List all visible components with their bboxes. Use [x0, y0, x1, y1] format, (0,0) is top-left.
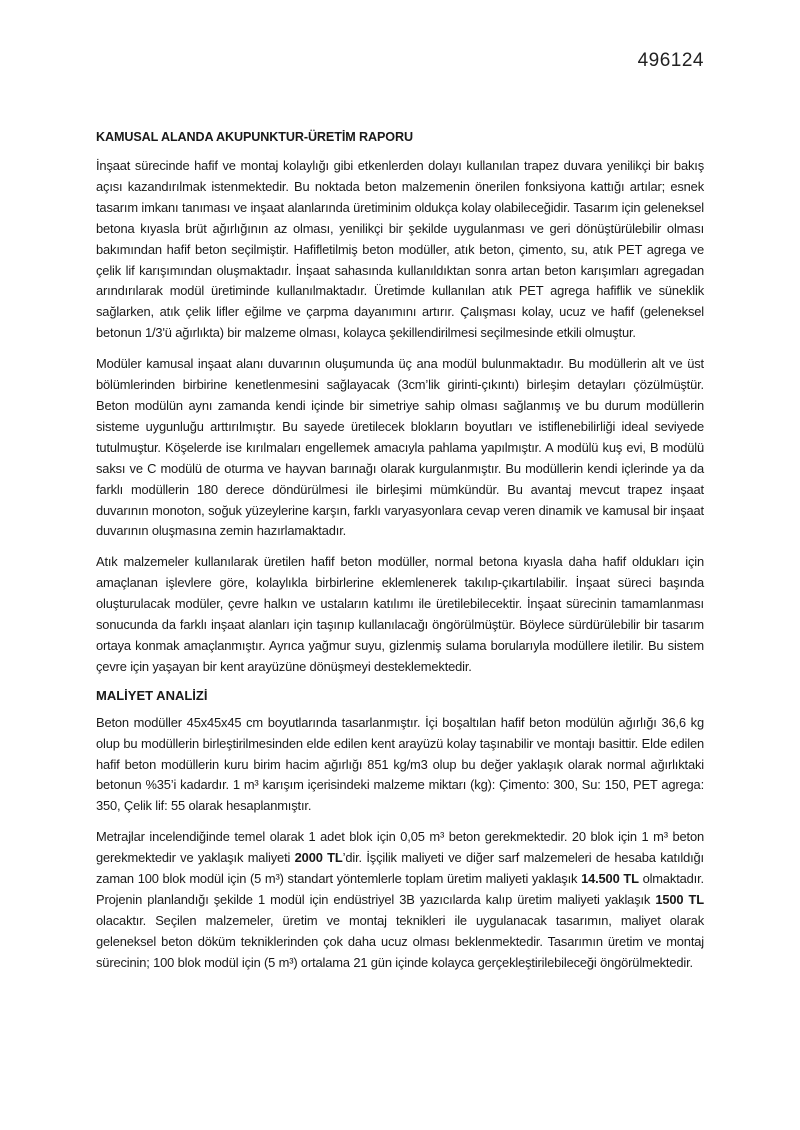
cost-text-part3: olmaktadır. Projenin planlandığı şekilde 1 modül için endüstriyel 3B yazıcılarda kalıp üretim maliyeti yaklaşık: [96, 871, 704, 907]
cost-text-part4: olacaktır. Seçilen malzemeler, üretim ve montaj teknikleri ile uygulanacak tasarımın, maliyet olarak geleneksel beton döküm tekniklerinden çok daha ucuz olması beklenmektedir. Tasarımın üretim ve montaj sürecinin; 100 blok modül için (5 m³) ortalama 21 gün içinde kolayca gerçekleştirilebileceği öngörülmektedir.: [96, 912, 704, 970]
intro-paragraph-2: Modüler kamusal inşaat alanı duvarının oluşumunda üç ana modül bulunmaktadır. Bu modüllerin alt ve üst bölümlerinden birbirine kenetlenmesini sağlayacak (3cm’lik girinti-çıkıntı) birleşim detayları çözülmüştür. Beton modülün aynı zamanda kendi içinde bir simetriye sahip olması sağlanmış ve bu durum modüllerin sisteme uygunluğu arttırılmıştır. Bu sayede üretilecek blokların boyutları ve istiflenebilirliği ideal seviyede tutulmuştur. Köşelerde ise kırılmaları engellemek amacıyla pahlama yapılmıştır. A modülü kuş evi, B modülü saksı ve C modülü de oturma ve hayvan barınağı olarak kurgulanmıştır. Bu modüllerin kendi içlerinde ya da farklı modüllerin 180 derece döndürülmesi ile birleşimi mümkündür. Bu avantaj mevcut trapez inşaat duvarının monoton, soğuk yüzeylerine karşın, farklı varyasyonlara cevap veren dinamik ve kamusal bir inşaat duvarının oluşmasına zemin hazırlamaktadır.: [96, 356, 704, 539]
cost-text-part1: Metrajlar incelendiğinde temel olarak 1 adet blok için 0,05 m³ beton gerekmektedir. 20 blok için 1 m³ beton gerekmektedir ve yaklaşık maliyeti: [96, 829, 704, 866]
page-number: 496124: [637, 50, 704, 71]
cost-mold-price: 1500 TL: [655, 892, 704, 907]
cost-text-part2: ’dir. İşçilik maliyeti ve diğer sarf malzemeleri de hesaba katıldığı zaman 100 blok modül için (5 m³) standart yöntemlerle toplam üretim maliyeti yaklaşık: [96, 850, 704, 887]
intro-paragraph-1: İnşaat sürecinde hafif ve montaj kolaylığı gibi etkenlerden dolayı kullanılan trapez duvara yenilikçi bir bakış açısı kazandırılmak istenmektedir. Bu noktada beton malzemenin önerilen fonksiyona kattığı artılar; esnek tasarım imkanı tanıması ve inşaat alanlarında üretiminim oldukça kolay olabileceğidir. Tasarım için geleneksel betona kıyasla brüt ağırlığının az olması, yenilikçi bir şekilde uygulanması ve geri dönüştürülebilir olması bakımından hafif beton seçilmiştir. Hafifletilmiş beton modüller, atık beton, çimento, su, atık PET agrega ve çelik lif karışımından oluşmaktadır. İnşaat sahasında kullanıldıktan sonra artan beton karışımları agregadan arındırılarak modül üretiminde kullanılmaktadır. Üretimde kullanılan atık PET agrega hafiflik ve süneklik sağlarken, atık çelik lifler eğilme ve çarpma dayanımını artırır. Çalışması kolay, ucuz ve hafif (geleneksel betonun 1/3'ü ağırlıkta) bir malzeme olması, kolayca şekillendirilmesi seçilmesinde etkili olmuştur.: [96, 158, 704, 341]
document-body: [96, 130, 704, 984]
cost-paragraph-1: Beton modüller 45x45x45 cm boyutlarında tasarlanmıştır. İçi boşaltılan hafif beton modülün ağırlığı 36,6 kg olup bu modüllerin birleştirilmesinden elde edilen kent arayüzü kolay taşınabilir ve montajı basittir. Elde edilen hafif beton modüllerin kuru birim hacim ağırlığı 851 kg/m3 olup bu değer yaklaşık olarak normal ağırlıktaki betonun %35’i kadardır. 1 m³ karışım içerisindeki malzeme miktarı (kg): Çimento: 300, Su: 150, PET agrega: 350, Çelik lif: 55 olarak hesaplanmıştır.: [96, 714, 704, 814]
cost-paragraph-2: [96, 827, 704, 973]
cost-total-production: 14.500 TL: [581, 871, 639, 887]
cost-analysis-heading: MALİYET ANALİZİ: [96, 687, 208, 703]
intro-paragraph-3: Atık malzemeler kullanılarak üretilen hafif beton modüller, normal betona kıyasla daha hafif oldukları için amaçlanan işlevlere göre, kolaylıkla birbirlerine eklemlenerek takılıp-çıkartılabilir. İnşaat süreci başında oluşturulacak modüler, çevre halkın ve ustaların katılımı ile üretilebilecektir. İnşaat sürecinin tamamlanması sonucunda da farklı inşaat alanları için taşınıp kullanılacağı öngörülmüştür. Böylece sürdürülebilir bir tasarım ortaya konmak amaçlanmıştır. Ayrıca yağmur suyu, gizlenmiş sulama borularıyla modüllere iletilir. Bu sistem çevre için yaşayan bir kent arayüzüne dönüşmeyi desteklemektedir.: [96, 554, 704, 674]
report-title: KAMUSAL ALANDA AKUPUNKTUR-ÜRETİM RAPORU: [96, 130, 413, 144]
cost-concrete-price: 2000 TL: [294, 850, 343, 866]
